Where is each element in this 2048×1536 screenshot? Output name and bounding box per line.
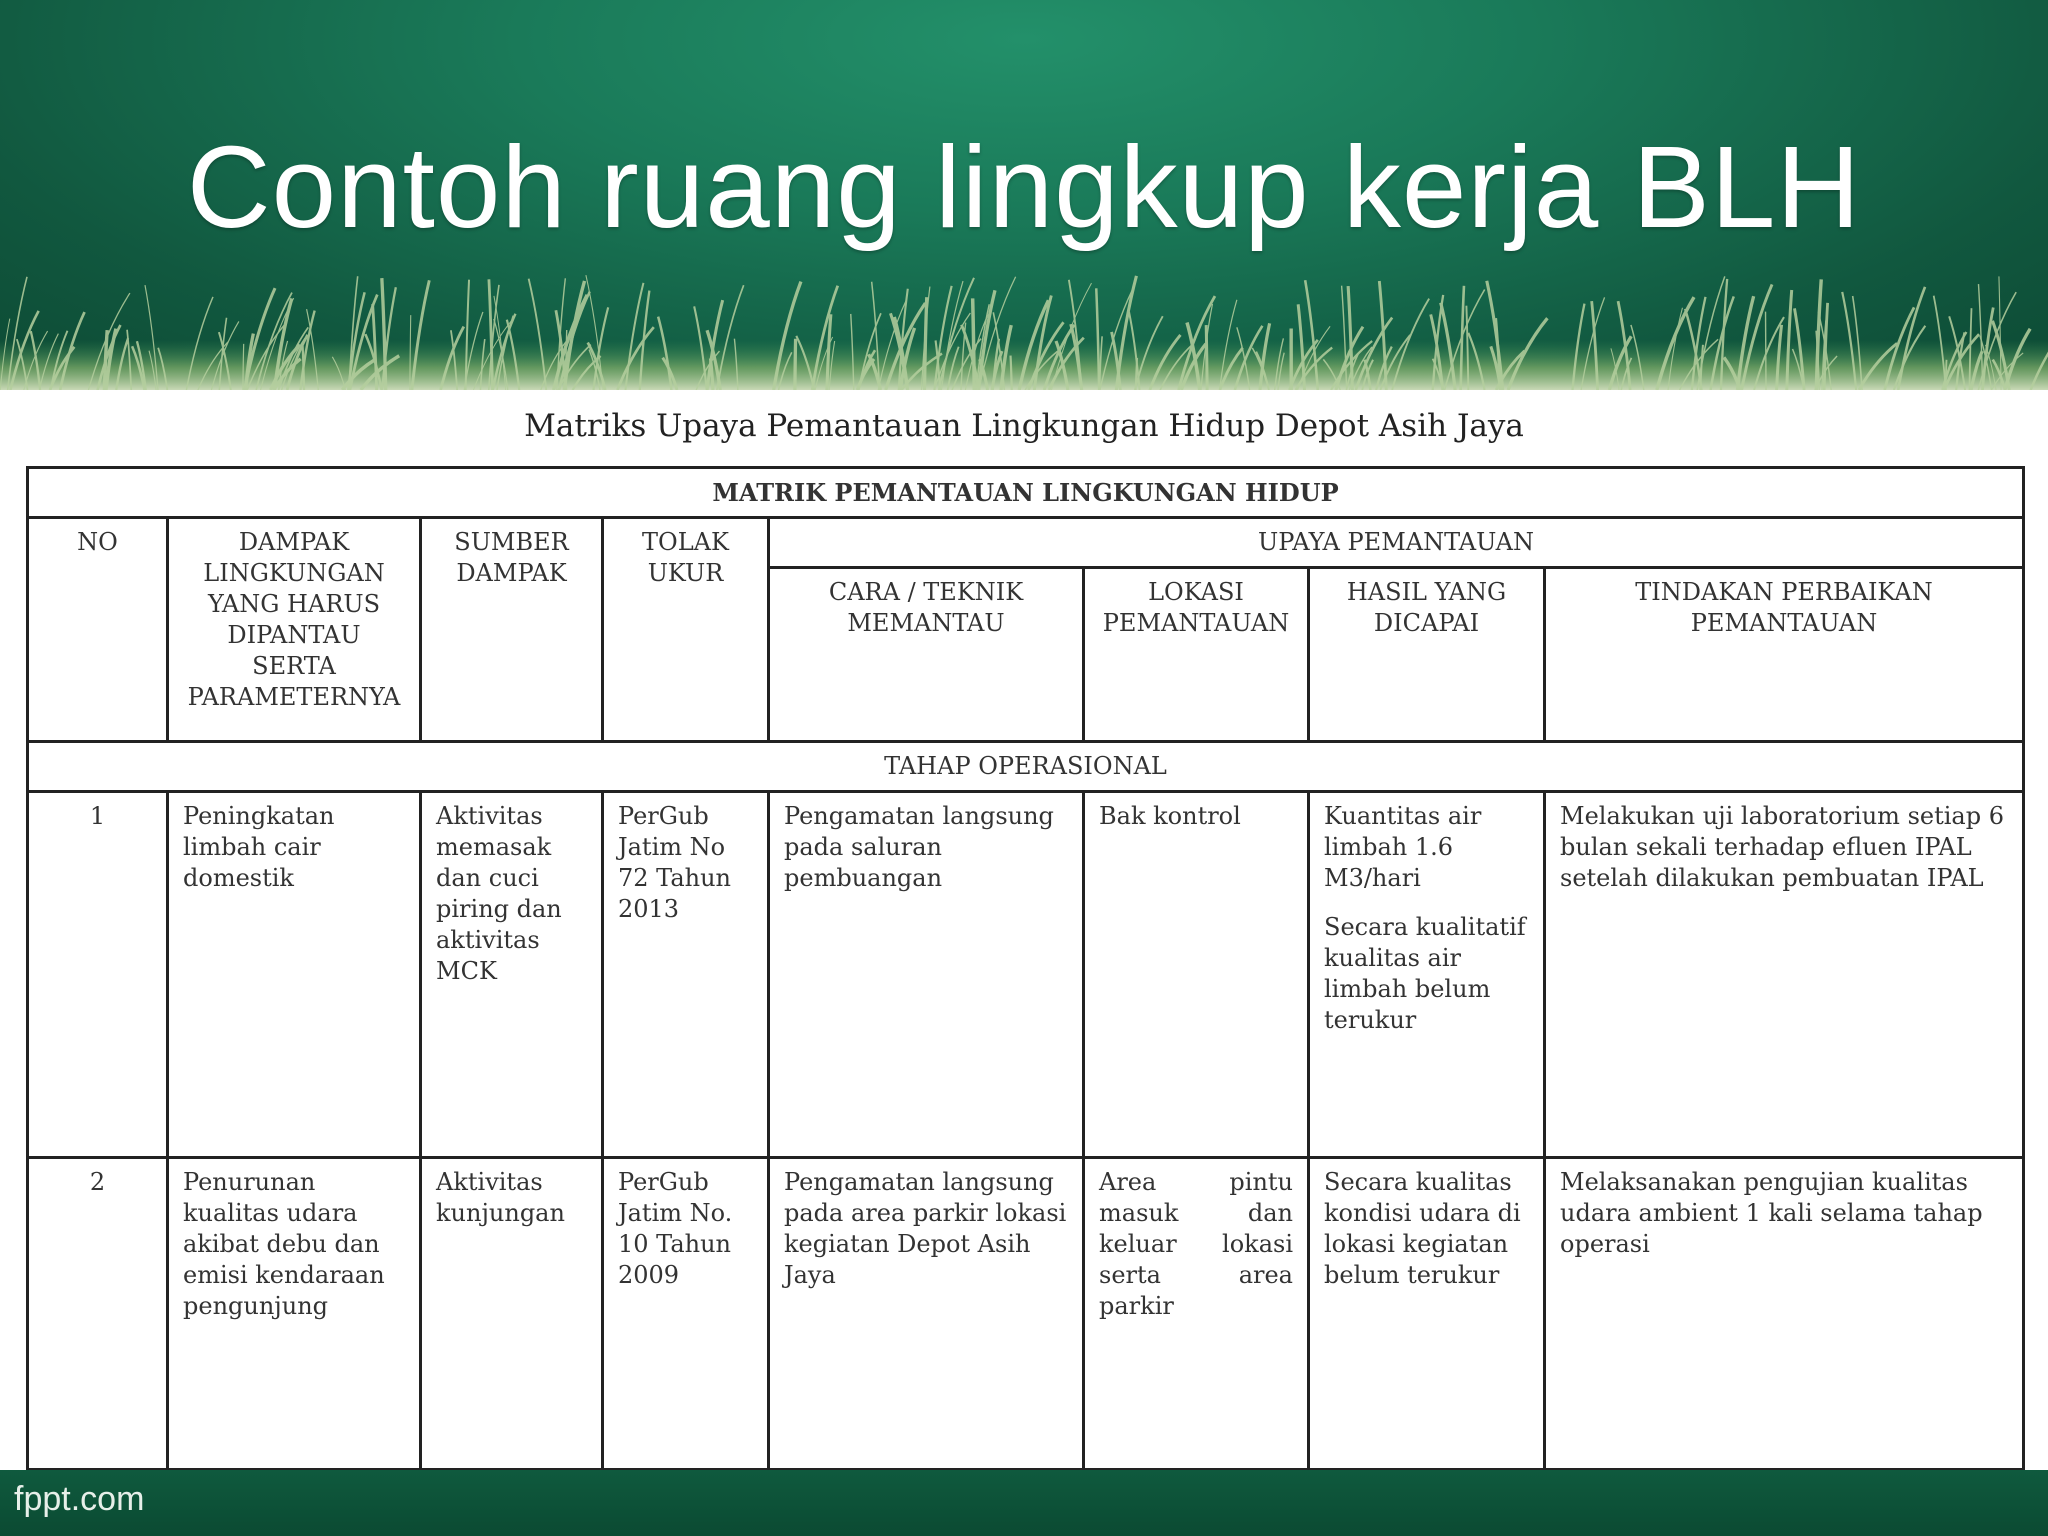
cell-tindakan: Melakukan uji laboratorium setiap 6 bulan sekali terhadap efluen IPAL setelah dilakukan pembuatan IPAL (1545, 792, 2024, 1158)
table-banner: MATRIK PEMANTAUAN LINGKUNGAN HIDUP (28, 468, 2024, 518)
grass-blade (973, 298, 975, 390)
slide-title: Contoh ruang lingkup kerja BLH (186, 122, 1862, 252)
cell-lokasi: Bak kontrol (1084, 792, 1309, 1158)
table-row (28, 792, 2024, 1158)
grass-blade (795, 339, 796, 390)
stage-row: TAHAP OPERASIONAL (28, 742, 2024, 792)
monitoring-matrix-table (26, 466, 2025, 1471)
grass-decoration (0, 270, 2048, 390)
header-upaya: UPAYA PEMANTAUAN (769, 518, 2024, 568)
cell-lokasi (1084, 1158, 1309, 1470)
cell-hasil: Secara kualitas kondisi udara di lokasi kegiatan belum terukur (1309, 1158, 1545, 1470)
cell-sumber: Aktivitas memasak dan cuci piring dan aktivitas MCK (421, 792, 603, 1158)
grass-blade (1011, 356, 1012, 390)
cell-tolak-ukur: PerGub Jatim No. 10 Tahun 2009 (603, 1158, 769, 1470)
slide-header (0, 0, 2048, 390)
cell-dampak: Peningkatan limbah cair domestik (168, 792, 421, 1158)
header-lokasi: LOKASI PEMANTAUAN (1084, 568, 1309, 742)
header-cara: CARA / TEKNIK MEMANTAU (769, 568, 1084, 742)
fppt-logo: fppt.com (14, 1480, 145, 1518)
cell-no: 1 (28, 792, 168, 1158)
header-no: NO (28, 518, 168, 742)
cell-dampak: Penurunan kualitas udara akibat debu dan emisi kendaraan pengunjung (168, 1158, 421, 1470)
cell-lokasi-text: Area pintu masuk dan keluar lokasi serta area parkir (1099, 1168, 1293, 1320)
document-title: Matriks Upaya Pemantauan Lingkungan Hidup Depot Asih Jaya (524, 408, 1524, 444)
header-tindakan: TINDAKAN PERBAIKAN PEMANTAUAN (1545, 568, 2024, 742)
header-dampak: DAMPAK LINGKUNGAN YANG HARUS DIPANTAU SERTA PARAMETERNYA (168, 518, 421, 742)
document-image (0, 390, 2048, 1470)
header-hasil: HASIL YANG DICAPAI (1309, 568, 1545, 742)
table-row (28, 1158, 2024, 1470)
cell-hasil-paragraph: Kuantitas air limbah 1.6 M3/hari (1324, 802, 1482, 892)
cell-tindakan: Melaksanakan pengujian kualitas udara ambient 1 kali selama tahap operasi (1545, 1158, 2024, 1470)
cell-hasil (1309, 792, 1545, 1158)
cell-hasil-paragraph: Secara kualitatif kualitas air limbah belum terukur (1324, 913, 1526, 1034)
cell-sumber: Aktivitas kunjungan (421, 1158, 603, 1470)
cell-no: 2 (28, 1158, 168, 1470)
cell-cara: Pengamatan langsung pada saluran pembuangan (769, 792, 1084, 1158)
cell-tolak-ukur: PerGub Jatim No 72 Tahun 2013 (603, 792, 769, 1158)
slide-footer (0, 1470, 2048, 1536)
header-tolak-ukur: TOLAK UKUR (603, 518, 769, 742)
header-sumber: SUMBER DAMPAK (421, 518, 603, 742)
cell-cara: Pengamatan langsung pada area parkir lokasi kegiatan Depot Asih Jaya (769, 1158, 1084, 1470)
